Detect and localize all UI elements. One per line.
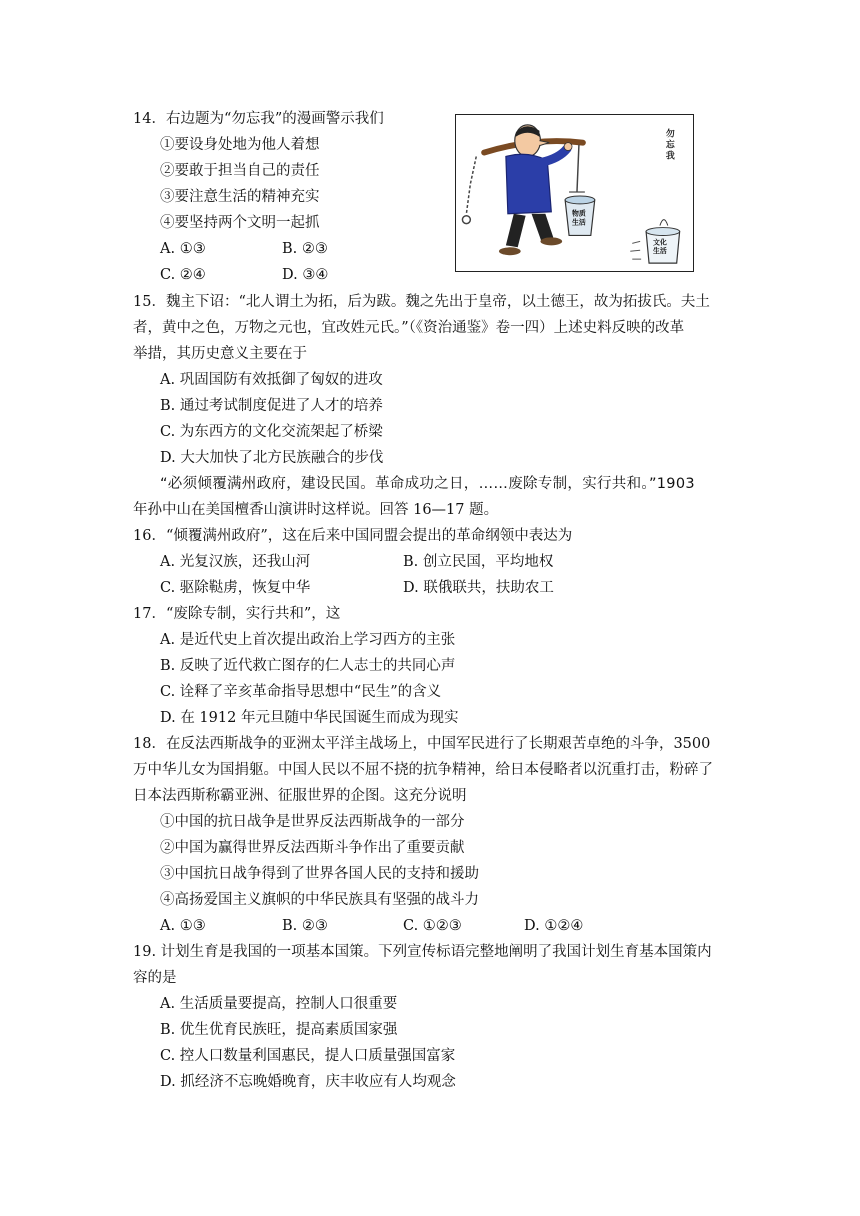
cartoon-title-char-1: 勿 xyxy=(665,129,675,140)
q14-option-c: C. ②④ xyxy=(160,267,206,283)
cartoon-title-char-3: 我 xyxy=(665,151,675,162)
q18-line-1: 18．在反法西斯战争的亚洲太平洋主战场上，中国军民进行了长期艰苦卓绝的斗争，3500 xyxy=(133,736,711,752)
q19-option-d: D. 抓经济不忘晚婚晚育，庆丰收应有人均观念 xyxy=(160,1074,456,1090)
q15-line-2: 者，黄中之色，万物之元也，宜改姓元氏。”（《资治通鉴》卷一四）上述史料反映的改革 xyxy=(133,320,685,336)
q16-option-d: D. 联俄联共，扶助农工 xyxy=(403,580,554,596)
q19-option-b: B. 优生优育民族旺，提高素质国家强 xyxy=(160,1022,398,1038)
cartoon-title-char-2: 忘 xyxy=(665,140,675,151)
q17-option-a: A. 是近代史上首次提出政治上学习西方的主张 xyxy=(160,632,456,648)
q15-line-1: 15．魏主下诏：“北人谓土为拓，后为跋。魏之先出于皇帝，以土德王，故为拓拔氏。夫土 xyxy=(133,294,710,310)
bucket-right-label-2: 生活 xyxy=(572,218,586,227)
q18-option-a: A. ①③ xyxy=(160,918,206,934)
q15-option-c: C. 为东西方的文化交流架起了桥梁 xyxy=(160,424,383,440)
q15-line-3: 举措，其历史意义主要在于 xyxy=(133,346,307,362)
q16-stem: 16．“倾覆满州政府”，这在后来中国同盟会提出的革命纲领中表达为 xyxy=(133,528,573,544)
q14-item-3: ③要注意生活的精神充实 xyxy=(160,189,320,205)
q19-option-c: C. 控人口数量利国惠民，提人口质量强国富家 xyxy=(160,1048,456,1064)
q14-item-1: ①要设身处地为他人着想 xyxy=(160,137,320,153)
q19-line-1: 19. 计划生育是我国的一项基本国策。下列宣传标语完整地阐明了我国计划生育基本国策内 xyxy=(133,944,712,960)
cartoon-image xyxy=(455,114,694,272)
q18-option-c: C. ①②③ xyxy=(403,918,462,934)
q16-option-c: C. 驱除鞑虏，恢复中华 xyxy=(160,580,311,596)
q16-option-a: A. 光复汉族，还我山河 xyxy=(160,554,311,570)
q18-option-d: D. ①②④ xyxy=(524,918,584,934)
intro-line-1: “必须倾覆满州政府，建设民国。革命成功之日，……废除专制，实行共和。”1903 xyxy=(160,476,695,492)
q15-option-d: D. 大大加快了北方民族融合的步伐 xyxy=(160,450,384,466)
q18-line-3: 日本法西斯称霸亚洲、征服世界的企图。这充分说明 xyxy=(133,788,467,804)
q14-option-a: A. ①③ xyxy=(160,241,206,257)
q18-item-3: ③中国抗日战争得到了世界各国人民的支持和援助 xyxy=(160,866,479,882)
q17-option-b: B. 反映了近代救亡图存的仁人志士的共同心声 xyxy=(160,658,456,674)
q14-option-b: B. ②③ xyxy=(282,241,328,257)
q17-stem: 17．“废除专制，实行共和”，这 xyxy=(133,606,341,622)
q14-item-4: ④要坚持两个文明一起抓 xyxy=(160,215,320,231)
q14-option-d: D. ③④ xyxy=(282,267,329,283)
bucket-right-label-1: 物质 xyxy=(572,209,586,218)
q14-stem: 14．右边题为“勿忘我”的漫画警示我们 xyxy=(133,111,384,127)
bucket-left-label-1: 文化 xyxy=(652,238,667,247)
bucket-left-label-2: 生活 xyxy=(652,247,667,256)
q17-option-d: D. 在 1912 年元旦随中华民国诞生而成为现实 xyxy=(160,710,459,726)
q15-option-b: B. 通过考试制度促进了人才的培养 xyxy=(160,398,383,414)
q19-option-a: A. 生活质量要提高，控制人口很重要 xyxy=(160,996,398,1012)
intro-line-2: 年孙中山在美国檀香山演讲时这样说。回答 16—17 题。 xyxy=(133,502,499,518)
q18-option-b: B. ②③ xyxy=(282,918,328,934)
q16-option-b: B. 创立民国，平均地权 xyxy=(403,554,554,570)
q15-option-a: A. 巩固国防有效抵御了匈奴的进攻 xyxy=(160,372,383,388)
q18-item-4: ④高扬爱国主义旗帜的中华民族具有坚强的战斗力 xyxy=(160,892,479,908)
q14-item-2: ②要敢于担当自己的责任 xyxy=(160,163,320,179)
q17-option-c: C. 诠释了辛亥革命指导思想中“民生”的含义 xyxy=(160,684,442,700)
q18-line-2: 万中华儿女为国捐躯。中国人民以不屈不挠的抗争精神，给日本侵略者以沉重打击，粉碎了 xyxy=(133,762,713,778)
q18-item-1: ①中国的抗日战争是世界反法西斯战争的一部分 xyxy=(160,814,465,830)
cartoon-man-carrying-buckets-icon xyxy=(456,115,693,271)
q19-line-2: 容的是 xyxy=(133,970,177,986)
q18-item-2: ②中国为赢得世界反法西斯斗争作出了重要贡献 xyxy=(160,840,465,856)
